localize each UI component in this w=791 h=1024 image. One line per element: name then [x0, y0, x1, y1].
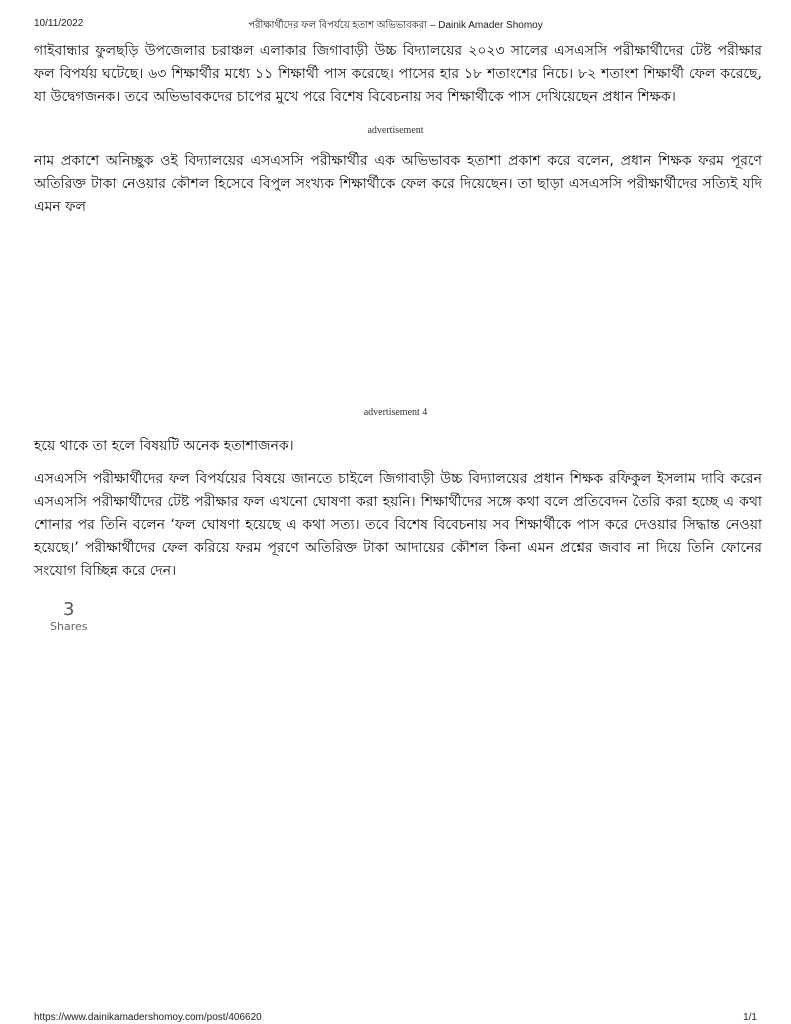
advertisement-label: advertisement: [367, 125, 424, 136]
article-paragraph: নাম প্রকাশে অনিচ্ছুক ওই বিদ্যালয়ের এসএসসি পরীক্ষার্থীর এক অভিভাবক হতাশা প্রকাশ করে বলেন, প্রধান শিক্ষক ফরম পূরণে অতিরিক্ত টাকা নেওয়ার কৌশল হিসেবে বিপুল সংখ্যক শিক্ষার্থীকে ফেল করে দিয়েছেন। তা ছাড়া এসএসসি পরীক্ষার্থীদের সত্যিই যদি এমন ফল: [34, 153, 762, 215]
share-label: Shares: [50, 620, 88, 633]
article-paragraph: হয়ে থাকে তা হলে বিষয়টি অনেক হতাশাজনক।: [34, 438, 294, 454]
page-number: 1/1: [743, 1012, 757, 1023]
page-title: পরীক্ষার্থীদের ফল বিপর্যয়ে হতাশ অভিভাবকরা – Dainik Amader Shomoy: [248, 20, 543, 31]
share-counter[interactable]: [50, 600, 87, 633]
share-count: 3: [63, 599, 75, 620]
print-date: 10/11/2022: [34, 18, 84, 29]
advertisement-label: advertisement 4: [363, 407, 428, 418]
article-paragraph: এসএসসি পরীক্ষার্থীদের ফল বিপর্যয়ের বিষয়ে জানতে চাইলে জিগাবাড়ী উচ্চ বিদ্যালয়ের প্রধান শিক্ষক রফিকুল ইসলাম দাবি করেন এসএসসি পরীক্ষার্থীদের টেষ্ট পরীক্ষার ফল এখনো ঘোষণা করা হয়নি। শিক্ষার্থীদের সঙ্গে কথা বলে প্রতিবেদন তৈরি করা হচ্ছে এ কথা শোনার পর তিনি বলেন ‘ফল ঘোষণা হয়েছে এ কথা সত্য। তবে বিশেষ বিবেচনায় সব শিক্ষার্থীকে পাস করে দেওয়ার সিদ্ধান্ত নেওয়া হয়েছে।’ পরীক্ষার্থীদের ফেল করিয়ে ফরম পূরণে অতিরিক্ত টাকা আদায়ের কৌশল কিনা এমন প্রশ্নের জবাব না দিয়ে তিনি ফোনের সংযোগ বিচ্ছিন্ন করে দেন।: [34, 471, 762, 579]
article-paragraph: গাইবান্ধার ফুলছড়ি উপজেলার চরাঞ্চল এলাকার জিগাবাড়ী উচ্চ বিদ্যালয়ের ২০২৩ সালের এসএসসি পরীক্ষার্থীদের টেষ্ট পরীক্ষার ফল বিপর্যয় ঘটেছে। ৬৩ শিক্ষার্থীর মধ্যে ১১ শিক্ষার্থী পাস করেছে। পাসের হার ১৮ শতাংশের নিচে। ৮২ শতাংশ শিক্ষার্থী ফেল করেছে, যা উদ্বেগজনক। তবে অভিভাবকদের চাপের মুখে পরে বিশেষ বিবেচনায় সব শিক্ষার্থীকে পাস দেখিয়েছেন প্রধান শিক্ষক।: [34, 43, 762, 105]
page-url: https://www.dainikamadershomoy.com/post/406620: [34, 1012, 262, 1023]
